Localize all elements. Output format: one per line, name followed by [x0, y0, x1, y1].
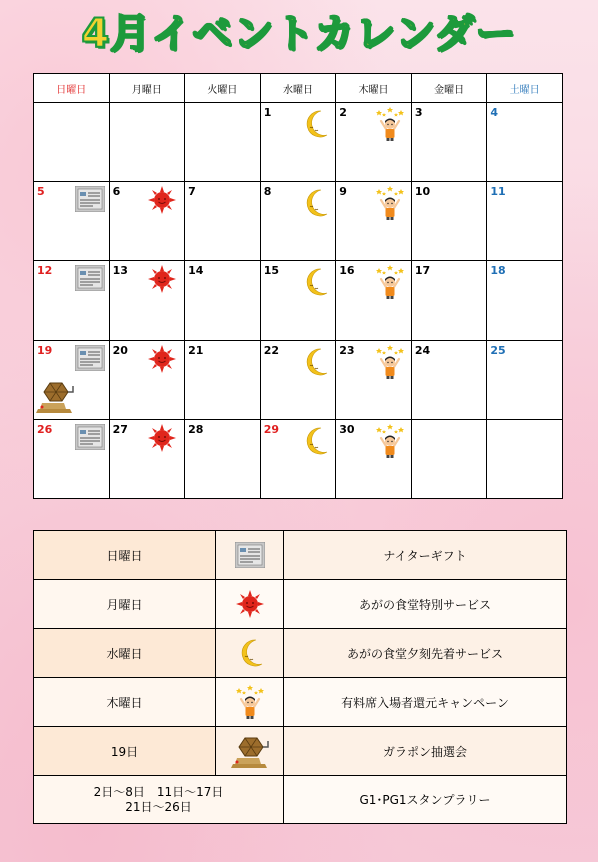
cheering-kid-icon — [375, 345, 405, 379]
legend-day: 19日 — [34, 727, 216, 776]
gift-icon — [75, 345, 105, 371]
legend-icon-cell — [216, 580, 284, 629]
day-number: 8 — [263, 185, 272, 199]
calendar-cell — [185, 419, 261, 498]
weekday-thursday: 木曜日 — [336, 74, 412, 103]
weekday-tuesday: 火曜日 — [185, 74, 261, 103]
legend-date-line: 2日～8日 11日～17日 — [93, 784, 224, 799]
weekday-saturday: 土曜日 — [487, 74, 563, 103]
calendar-cell — [109, 182, 185, 261]
cheering-kid-icon — [375, 186, 405, 220]
moon-icon — [301, 347, 329, 377]
legend-row — [34, 531, 567, 580]
legend-row — [34, 678, 567, 727]
day-number: 24 — [414, 343, 431, 357]
sun-icon — [148, 345, 176, 373]
calendar-cell — [109, 103, 185, 182]
calendar-cell — [34, 261, 110, 340]
day-number: 16 — [339, 264, 355, 278]
calendar-cell — [487, 103, 563, 182]
calendar-cell — [336, 103, 412, 182]
calendar-cell — [487, 261, 563, 340]
calendar-cell — [411, 419, 487, 498]
calendar-week — [34, 340, 563, 419]
calendar-cell — [260, 103, 336, 182]
legend-day: 月曜日 — [34, 580, 216, 629]
day-number: 12 — [37, 264, 53, 278]
calendar-cell — [34, 340, 110, 419]
garapon-lottery-icon — [231, 734, 269, 769]
legend-icon-cell — [216, 629, 284, 678]
sun-icon — [148, 265, 176, 293]
day-number: 7 — [188, 185, 196, 199]
day-number: 26 — [37, 422, 53, 436]
legend-desc: ナイターギフト — [284, 531, 567, 580]
day-number: 9 — [339, 185, 347, 199]
calendar-cell — [336, 419, 412, 498]
calendar-cell — [411, 261, 487, 340]
calendar-cell — [260, 340, 336, 419]
day-number: 27 — [112, 422, 128, 436]
day-number: 22 — [263, 343, 279, 357]
weekday-wednesday: 水曜日 — [260, 74, 336, 103]
calendar-cell — [109, 261, 185, 340]
day-number: 25 — [490, 343, 506, 357]
legend-row — [34, 629, 567, 678]
calendar-cell — [487, 182, 563, 261]
calendar-cell — [336, 182, 412, 261]
calendar-week — [34, 261, 563, 340]
calendar-cell — [185, 340, 261, 419]
cheering-kid-icon — [375, 107, 405, 141]
calendar-week — [34, 103, 563, 182]
legend-day: 木曜日 — [34, 678, 216, 727]
weekday-header-row — [34, 74, 563, 103]
event-calendar — [33, 73, 563, 499]
legend-row — [34, 776, 567, 824]
day-number: 4 — [490, 106, 499, 119]
calendar-cell — [185, 182, 261, 261]
day-number: 5 — [37, 185, 45, 199]
legend-icon-cell — [216, 531, 284, 580]
day-number: 13 — [112, 264, 128, 278]
calendar-cell — [411, 340, 487, 419]
legend-row — [34, 580, 567, 629]
sun-icon — [236, 590, 264, 618]
gift-icon — [235, 542, 265, 568]
calendar-cell — [411, 103, 487, 182]
day-number: 23 — [339, 343, 355, 357]
sun-icon — [148, 186, 176, 214]
cheering-kid-icon — [375, 265, 405, 299]
legend-desc: あがの食堂特別サービス — [284, 580, 567, 629]
legend-icon-cell — [216, 727, 284, 776]
calendar-cell — [109, 340, 185, 419]
moon-icon — [236, 638, 264, 668]
gift-icon — [75, 186, 105, 212]
gift-icon — [75, 424, 105, 450]
calendar-cell — [260, 182, 336, 261]
day-number: 28 — [188, 422, 204, 436]
calendar-cell — [260, 419, 336, 498]
day-number: 10 — [414, 185, 431, 199]
legend-stamp-rally-dates — [34, 776, 284, 824]
moon-icon — [301, 426, 329, 456]
calendar-cell — [109, 419, 185, 498]
legend-icon-cell — [216, 678, 284, 727]
day-number: 19 — [37, 343, 53, 357]
day-number: 20 — [112, 343, 128, 357]
moon-icon — [301, 109, 329, 139]
calendar-cell — [336, 261, 412, 340]
moon-icon — [301, 188, 329, 218]
garapon-lottery-icon — [36, 379, 74, 414]
weekday-friday: 金曜日 — [411, 74, 487, 103]
legend-day: 日曜日 — [34, 531, 216, 580]
gift-icon — [75, 265, 105, 291]
legend-row — [34, 727, 567, 776]
legend-desc: 有料席入場者還元キャンペーン — [284, 678, 567, 727]
legend-date-line: 21日～26日 — [125, 799, 192, 814]
day-number: 15 — [263, 264, 279, 278]
legend-desc: ガラポン抽選会 — [284, 727, 567, 776]
calendar-cell — [34, 419, 110, 498]
sun-icon — [148, 424, 176, 452]
cheering-kid-icon — [235, 685, 265, 719]
calendar-cell — [185, 103, 261, 182]
day-number: 14 — [188, 264, 204, 278]
page-title: 4月イベントカレンダー — [81, 11, 517, 57]
day-number: 2 — [339, 106, 347, 119]
moon-icon — [301, 267, 329, 297]
calendar-week — [34, 182, 563, 261]
day-number: 29 — [263, 422, 279, 436]
calendar-cell — [185, 261, 261, 340]
day-number: 11 — [490, 185, 506, 199]
legend-day: 水曜日 — [34, 629, 216, 678]
weekday-monday: 月曜日 — [109, 74, 185, 103]
day-number: 30 — [339, 422, 355, 436]
day-number: 21 — [188, 343, 204, 357]
calendar-cell — [34, 103, 110, 182]
cheering-kid-icon — [375, 424, 405, 458]
calendar-cell — [487, 419, 563, 498]
day-number: 18 — [490, 264, 506, 278]
calendar-week — [34, 419, 563, 498]
legend-desc: あがの食堂夕刻先着サービス — [284, 629, 567, 678]
day-number: 6 — [112, 185, 121, 199]
calendar-cell — [34, 182, 110, 261]
calendar-cell — [487, 340, 563, 419]
weekday-sunday: 日曜日 — [34, 74, 110, 103]
event-legend — [33, 530, 567, 824]
day-number: 17 — [414, 264, 431, 278]
legend-desc: G1･PG1スタンプラリー — [284, 776, 567, 824]
calendar-cell — [336, 340, 412, 419]
day-number: 1 — [263, 106, 272, 119]
day-number: 3 — [414, 106, 423, 119]
calendar-cell — [411, 182, 487, 261]
calendar-cell — [260, 261, 336, 340]
